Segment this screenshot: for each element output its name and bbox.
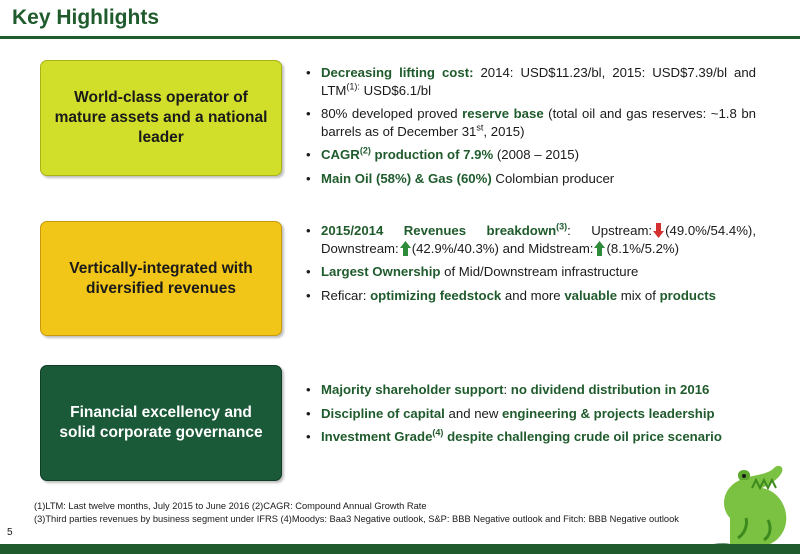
page-number: 5 xyxy=(7,527,13,538)
footnote-line: (3)Third parties revenues by business segment under IFRS (4)Moodys: Baa3 Negative outlook, S&P: BBB Negative outlook and Fitch: BBB Negative outlook xyxy=(34,513,679,524)
highlight-box-financial xyxy=(40,365,282,481)
arrow-up-icon xyxy=(400,241,411,256)
footnotes xyxy=(34,500,714,525)
footer-bar xyxy=(0,544,800,554)
highlight-box-label: Financial excellency and solid corporate governance xyxy=(59,404,263,441)
financial-bullets xyxy=(306,381,756,452)
bullet-lifting-cost: • Decreasing lifting cost: 2014: USD$11.23/bl, 2015: USD$7.39/bl and $LTM^{(1):}$ USD$6.1/bl xyxy=(306,65,757,98)
highlight-box-operator xyxy=(40,60,282,176)
highlight-box-integrated xyxy=(40,221,282,336)
iguana-mascot-icon xyxy=(700,458,800,554)
bullet-reserve-base: • 80% developed proved reserve base (total oil and gas reserves: ~1.8 bn barrels as of December 31st, 2015) xyxy=(306,106,756,139)
bullet-shareholder-support: • Majority shareholder support: no dividend distribution in 2016 xyxy=(306,382,710,397)
operator-bullets xyxy=(306,64,756,193)
integrated-bullets xyxy=(306,222,756,310)
bullet-reficar: • Reficar: optimizing feedstock and more valuable mix of products xyxy=(306,287,717,303)
highlight-box-label: World-class operator of mature assets and a national leader xyxy=(54,89,268,146)
bullet-largest-ownership: • Largest Ownership of Mid/Downstream infrastructure xyxy=(306,264,639,279)
bullet-revenues-breakdown: • 2015/2014 Revenues breakdown$^{(3)}$: Upstream: (49.0%/54.4%), Downstream: (42.9%/40.3%) and Midstream: (8.1%/5.2%) xyxy=(306,221,756,256)
footnote-line: (1)LTM: Last twelve months, July 2015 to June 2016 (2)CAGR: Compound Annual Growth Rate xyxy=(34,501,427,511)
bullet-investment-grade: • Investment Grade$^{(4)}$ despite challenging crude oil price scenario xyxy=(306,427,722,444)
highlight-box-label: Vertically-integrated with diversified revenues xyxy=(69,259,253,297)
bullet-cagr: • CAGR$^{(2)}$ production of 7.9% (2008 – 2015) xyxy=(306,145,579,162)
arrow-down-icon xyxy=(653,223,664,238)
arrow-up-icon xyxy=(594,241,605,256)
bullet-main-producer: • Main Oil (58%) & Gas (60%) Colombian producer xyxy=(306,170,615,186)
bullet-capital-discipline: • Discipline of capital and new engineering & projects leadership xyxy=(306,405,715,421)
title-divider xyxy=(0,36,800,39)
page-title: Key Highlights xyxy=(12,6,160,29)
